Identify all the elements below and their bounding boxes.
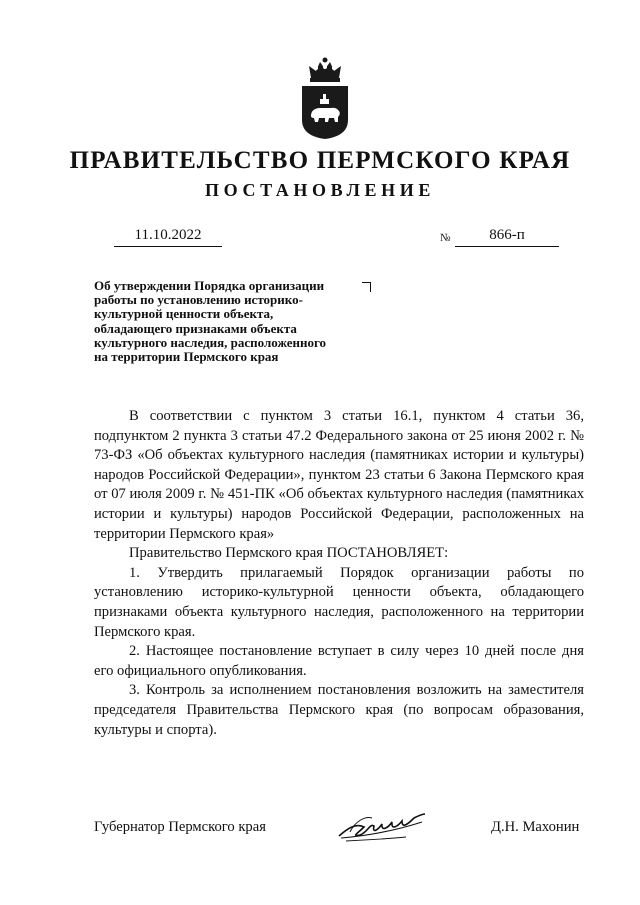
document-number: 866-п [455,226,559,247]
document-body [94,407,584,740]
item-paragraph: 1. Утвердить прилагаемый Порядок организации работы по установлению историко-культурной ценности объекта, обладающего признаками объекта культурного наследия, расположенного на территории Пермского края. [94,564,584,640]
perm-krai-coat-of-arms-icon [299,56,351,140]
subject-corner-bracket [362,282,371,292]
number-label: № [440,232,451,244]
handwritten-signature-icon [336,808,428,844]
subject-line: работы по установлению историко- [94,292,303,308]
subject-line: обладающего признаками объекта [94,320,297,336]
item-paragraph: 2. Настоящее постановление вступает в силу через 10 дней после дня его официального опубликования. [94,643,584,679]
signatory-name: Д.Н. Махонин [491,819,580,835]
preamble-paragraph: В соответствии с пунктом 3 статьи 16.1, пунктом 4 статьи 36, подпунктом 2 пункта 3 статьи 47.2 Федерального закона от 25 июня 2002 г. № 73-ФЗ «Об объектах культурного наследия (памятниках истории и культуры) народов Российской Федерации», пунктом 23 статьи 6 Закона Пермского края от 07 июля 2009 г. № 451-ПК «Об объектах культурного наследия (памятниках истории и культуры) народов Российской Федерации, расположенных на территории Пермского края» [94,408,584,542]
document-subject [94,279,384,364]
item-paragraph: 3. Контроль за исполнением постановления возложить на заместителя председателя Правительства Пермского края (по вопросам образования, культуры и спорта). [94,682,584,738]
subject-line: Об утверждении Порядка организации [94,278,325,293]
subject-line: на территории Пермского края [94,349,279,365]
signatory-title: Губернатор Пермского края [94,819,266,835]
subject-line: культурного наследия, расположенного [94,334,327,350]
document-type: ПОСТАНОВЛЕНИЕ [205,180,435,200]
subject-line: культурной ценности объекта, [94,306,274,322]
decree-paragraph: Правительство Пермского края ПОСТАНОВЛЯЕТ: [129,545,449,562]
document-date: 11.10.2022 [114,226,222,247]
organization-title: ПРАВИТЕЛЬСТВО ПЕРМСКОГО КРАЯ [69,147,571,174]
